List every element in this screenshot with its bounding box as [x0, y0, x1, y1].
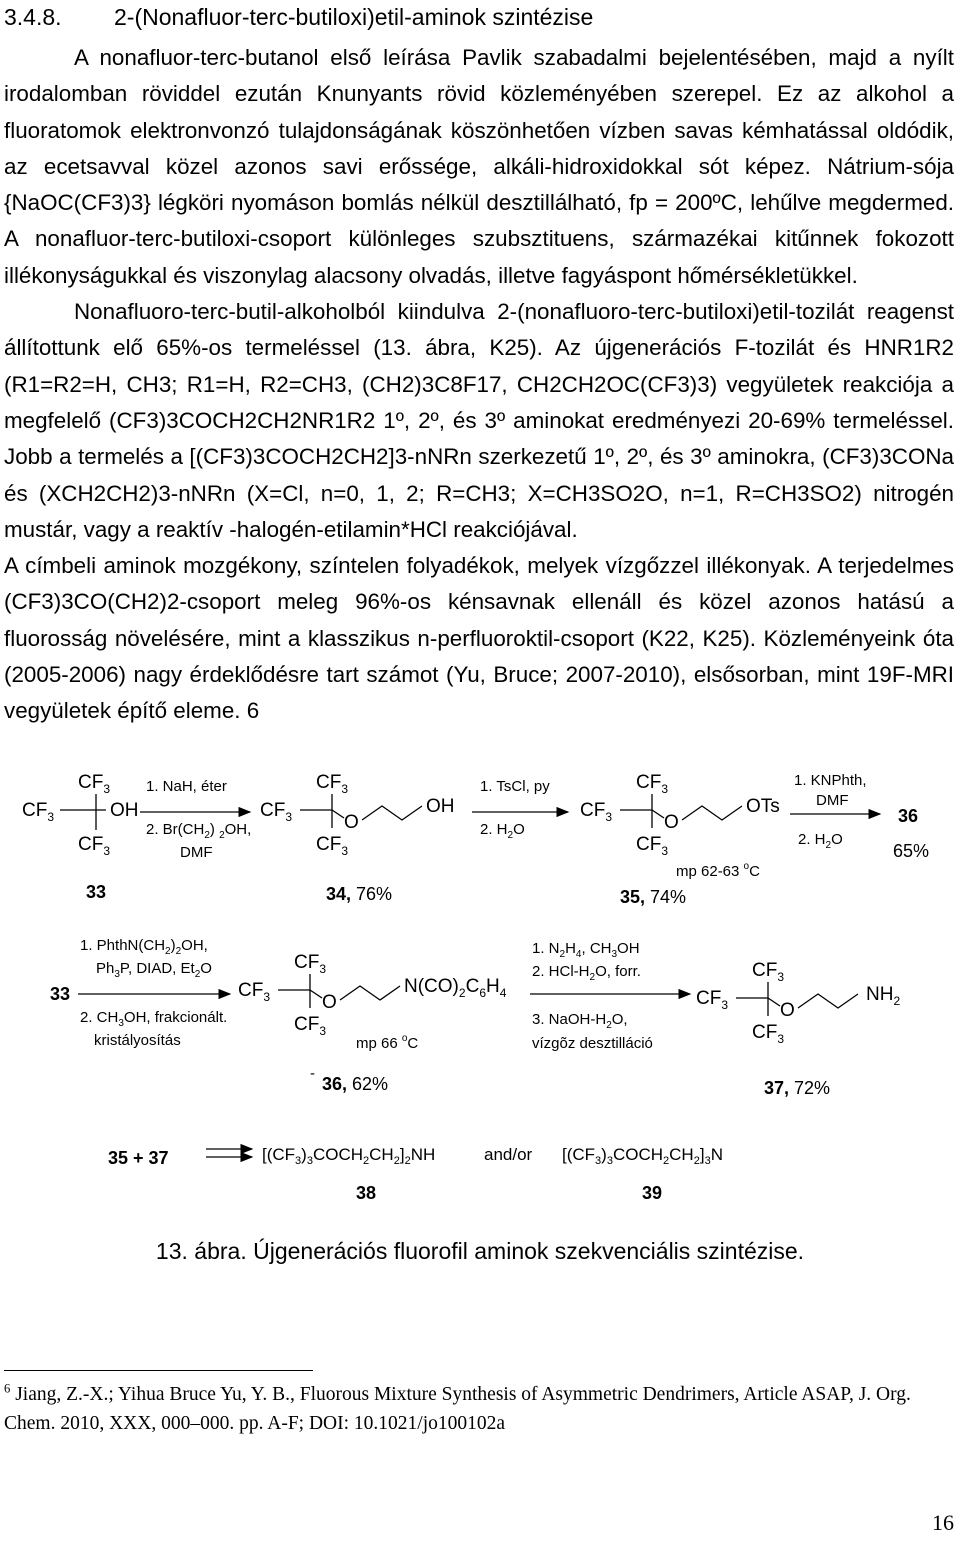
svg-text:36, 62%: 36, 62% — [322, 1074, 389, 1094]
oh-group: OH — [110, 800, 139, 821]
svg-text:O: O — [664, 812, 679, 833]
compound-37 — [696, 960, 900, 1098]
paragraph-3: A címbeli aminok mozgékony, színtelen folyadékok, melyek vízgőzzel illékonyak. A terjedelmes (CF3)3CO(CH2)2-csoport meleg 96%-os kénsavnak ellenáll és közel azonos hatású a fluorosság növelésére, mint a klasszikus n-perfluoroktil-csoport (K22, K25). Közleményeink óta (2005-2006) nagy érdeklődésre tart számot (Yu, Bruce; 2007-2010), elsősorban, mint 19F-MRI vegyületek építő eleme. 6 — [4, 553, 954, 724]
step3-cond-3: 2. $H_2O$ — [798, 831, 843, 851]
svg-text:-: - — [310, 1065, 315, 1082]
cf3-top: $CF_3$ — [78, 772, 111, 796]
body-text — [4, 40, 954, 730]
svg-text:CF3: $CF_3$ — [294, 1014, 327, 1038]
svg-text:mp 66 oC: mp 66 $^o$C — [356, 1033, 419, 1052]
product-38-formula: $[(CF_3)_3COCH_2CH_2]_2NH$ — [262, 1145, 436, 1167]
yield-36-row1: 65% — [893, 841, 930, 861]
svg-text:CF3: $CF_3$ — [316, 834, 349, 858]
svg-text:OTs: OTs — [746, 796, 780, 817]
svg-text:CF3: $CF_3$ — [696, 988, 729, 1012]
product-39-formula: $[(CF_3)_3COCH_2CH_2]_3N$ — [562, 1145, 723, 1167]
footnote-marker: 6 — [4, 1381, 11, 1396]
step3-cond-2: DMF — [816, 792, 849, 809]
compound-36-phthalimide — [238, 952, 507, 1094]
svg-text:CF3: $CF_3$ — [636, 834, 669, 858]
svg-text:NH2: $NH_2$ — [866, 984, 901, 1008]
step2-cond-2: 2. $H_2O$ — [480, 821, 525, 841]
figure-caption: 13. ábra. Újgenerációs fluorofil aminok szekvenciális szintézise. — [155, 1238, 805, 1264]
step2-cond-1: 1. TsCl, py — [480, 778, 550, 795]
svg-text:O: O — [344, 812, 359, 833]
svg-text:CF3: $CF_3$ — [294, 952, 327, 976]
label-33: 33 — [86, 882, 107, 902]
step3-cond-1: 1. KNPhth, — [794, 772, 867, 789]
svg-text:CF3: $CF_3$ — [752, 1022, 785, 1046]
section-number: 3.4.8. — [4, 4, 62, 30]
svg-text:CF3: $CF_3$ — [316, 772, 349, 796]
reaction-scheme — [0, 760, 960, 1210]
footnote-text: Jiang, Z.-X.; Yihua Bruce Yu, Y. B., Fluorous Mixture Synthesis of Asymmetric Dendrimers, Article ASAP, J. Org. Chem. 2010, XXX, 000–000. pp. A-F; DOI: 10.1021/jo100102a — [4, 1384, 911, 1434]
cf3-bottom: $CF_3$ — [78, 834, 111, 858]
svg-text:mp 62-63 oC: mp 62-63 $^o$C — [676, 861, 760, 880]
footnote — [4, 1380, 924, 1438]
paragraph-2: Nonafluoro-terc-butil-alkoholból kiindulva 2-(nonafluoro-terc-butiloxi)etil-tozilát reagenst állítottunk elő 65%-os termeléssel (13. ábra, K25). Az újgenerációs F-tozilát és HNR1R2 (R1=R2=H, CH3; R1=H, R2=CH3, (CH2)3C8F17, CH2CH2OC(CF3)3) vegyületek reakciója a megfelelő (CF3)3COCH2CH2NR1R2 1º, 2º, és 3º aminokat eredményezi 20-69% termeléssel. Jobb a termelés a [(CF3)3COCH2CH2]3-nNRn szerkezetű 1º, 2º, és 3º aminokra, (CF3)3CONa és (XCH2CH2)3-nNRn (X=Cl, n=0, 1, 2; R=CH3; X=CH3SO2O, n=1, R=CH3SO2) nitrogén mustár, vagy a reaktív -halogén-etilamin*HCl reakciójával. — [4, 299, 954, 542]
svg-text:CF3: $CF_3$ — [260, 800, 293, 824]
svg-text:34, 76%: 34, 76% — [326, 884, 393, 904]
row2-cond2-2: 2. HCl-$H_2O$, forr. — [532, 963, 641, 983]
label-39: 39 — [642, 1183, 663, 1203]
footnote-separator — [4, 1370, 313, 1371]
row2-cond1-4: kristályosítás — [94, 1032, 181, 1049]
section-title: 2-(Nonafluor-terc-butiloxi)etil-aminok szintézise — [114, 4, 594, 30]
cf3-left: $CF_3$ — [22, 800, 55, 824]
paragraph-1: A nonafluor-terc-butanol első leírása Pavlik szabadalmi bejelentésében, majd a nyílt irodalomban röviddel ezután Knunyants rövid közleményében szerepel. Ez az alkohol a fluoratomok elektronvonzó tulajdonságának köszönhetően vízben savas kémhatással oldódik, az ecetsavval közel azonos savi erőssége, alkáli-hidroxidokkal sót képez. Nátrium-sója {NaOC(CF3)3} légköri nyomáson bomlás nélkül desztillálható, fp = 200ºC, lehűlve megdermed. A nonafluor-terc-butiloxi-csoport különleges szubsztituens, származékai kitűnnek fokozott illékonyságukkal és viszonylag alacsony olvadás, illetve fagyáspont hőmérsékletükkel. — [4, 45, 954, 288]
compound-35 — [580, 772, 780, 907]
label-36-row1: 36 — [898, 806, 919, 826]
svg-text:CF3: $CF_3$ — [580, 800, 613, 824]
svg-text:35, 74%: 35, 74% — [620, 887, 687, 907]
svg-text:N(CO)2C6H4: $N(CO)_2C_6H_4$ — [404, 976, 507, 1000]
step1-cond-1: 1. NaH, éter — [146, 778, 227, 795]
label-38: 38 — [356, 1183, 377, 1203]
row3-reactants: 35 + 37 — [108, 1148, 169, 1168]
step1-cond-3: DMF — [180, 844, 213, 861]
and-or: and/or — [484, 1145, 533, 1164]
row2-cond1-2: $Ph_3P$, DIAD, $Et_2O$ — [96, 960, 212, 980]
svg-text:OH: OH — [426, 796, 455, 817]
section-heading — [4, 4, 593, 31]
row2-cond2-1: 1. $N_2H_4$, $CH_3OH$ — [532, 940, 640, 960]
svg-text:O: O — [322, 992, 337, 1013]
svg-text:CF3: $CF_3$ — [238, 980, 271, 1004]
svg-text:37, 72%: 37, 72% — [764, 1078, 831, 1098]
row2-cond2-4: vízgõz desztilláció — [532, 1035, 653, 1052]
row2-cond2-3: 3. NaOH-$H_2O$, — [532, 1011, 628, 1031]
svg-text:CF3: $CF_3$ — [636, 772, 669, 796]
compound-34 — [260, 772, 455, 904]
compound-33 — [22, 772, 139, 902]
row2-cond1-3: 2. $CH_3OH$, frakcionált. — [80, 1009, 228, 1029]
svg-text:O: O — [780, 1000, 795, 1021]
row2-start-33: 33 — [50, 984, 71, 1004]
row2-cond1-1: 1. $PhthN(CH_2)_2OH$, — [80, 937, 208, 957]
step1-cond-2: 2. $Br(CH_2)$ $_2$OH, — [146, 821, 252, 841]
page-number: 16 — [932, 1510, 954, 1535]
svg-text:CF3: $CF_3$ — [752, 960, 785, 984]
